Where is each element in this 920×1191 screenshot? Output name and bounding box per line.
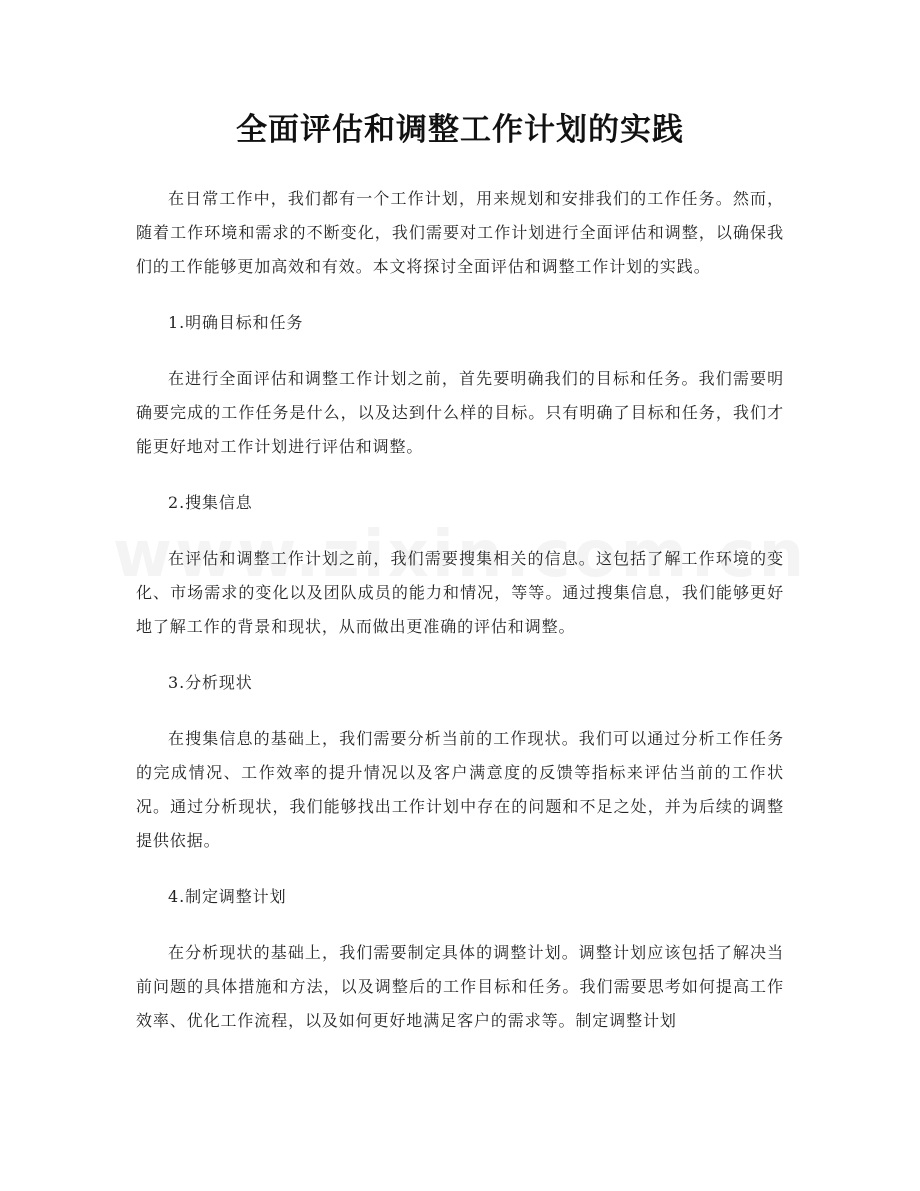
section-heading-3: 3.分析现状 [168, 673, 253, 692]
intro-paragraph: 在日常工作中，我们都有一个工作计划，用来规划和安排我们的工作任务。然而，随着工作环境和需求的不断变化，我们需要对工作计划进行全面评估和调整，以确保我们的工作能够更加高效和有效。本文将探讨全面评估和调整工作计划的实践。 [136, 189, 784, 276]
section-heading-2: 2.搜集信息 [168, 493, 253, 512]
document-body [136, 182, 784, 1060]
section-heading-4: 4.制定调整计划 [168, 887, 287, 906]
section-paragraph-1: 在进行全面评估和调整工作计划之前，首先要明确我们的目标和任务。我们需要明确要完成的工作任务是什么，以及达到什么样的目标。只有明确了目标和任务，我们才能更好地对工作计划进行评估和调整。 [136, 369, 784, 456]
page-title: 全面评估和调整工作计划的实践 [236, 112, 684, 148]
section-paragraph-4: 在分析现状的基础上，我们需要制定具体的调整计划。调整计划应该包括了解决当前问题的具体措施和方法，以及调整后的工作目标和任务。我们需要思考如何提高工作效率、优化工作流程，以及如何更好地满足客户的需求等。制定调整计划 [136, 943, 784, 1030]
section-heading-1: 1.明确目标和任务 [168, 313, 304, 332]
section-paragraph-2: 在评估和调整工作计划之前，我们需要搜集相关的信息。这包括了解工作环境的变化、市场需求的变化以及团队成员的能力和情况，等等。通过搜集信息，我们能够更好地了解工作的背景和现状，从而做出更准确的评估和调整。 [136, 549, 784, 636]
section-paragraph-3: 在搜集信息的基础上，我们需要分析当前的工作现状。我们可以通过分析工作任务的完成情况、工作效率的提升情况以及客户满意度的反馈等指标来评估当前的工作状况。通过分析现状，我们能够找出工作计划中存在的问题和不足之处，并为后续的调整提供依据。 [136, 729, 784, 850]
